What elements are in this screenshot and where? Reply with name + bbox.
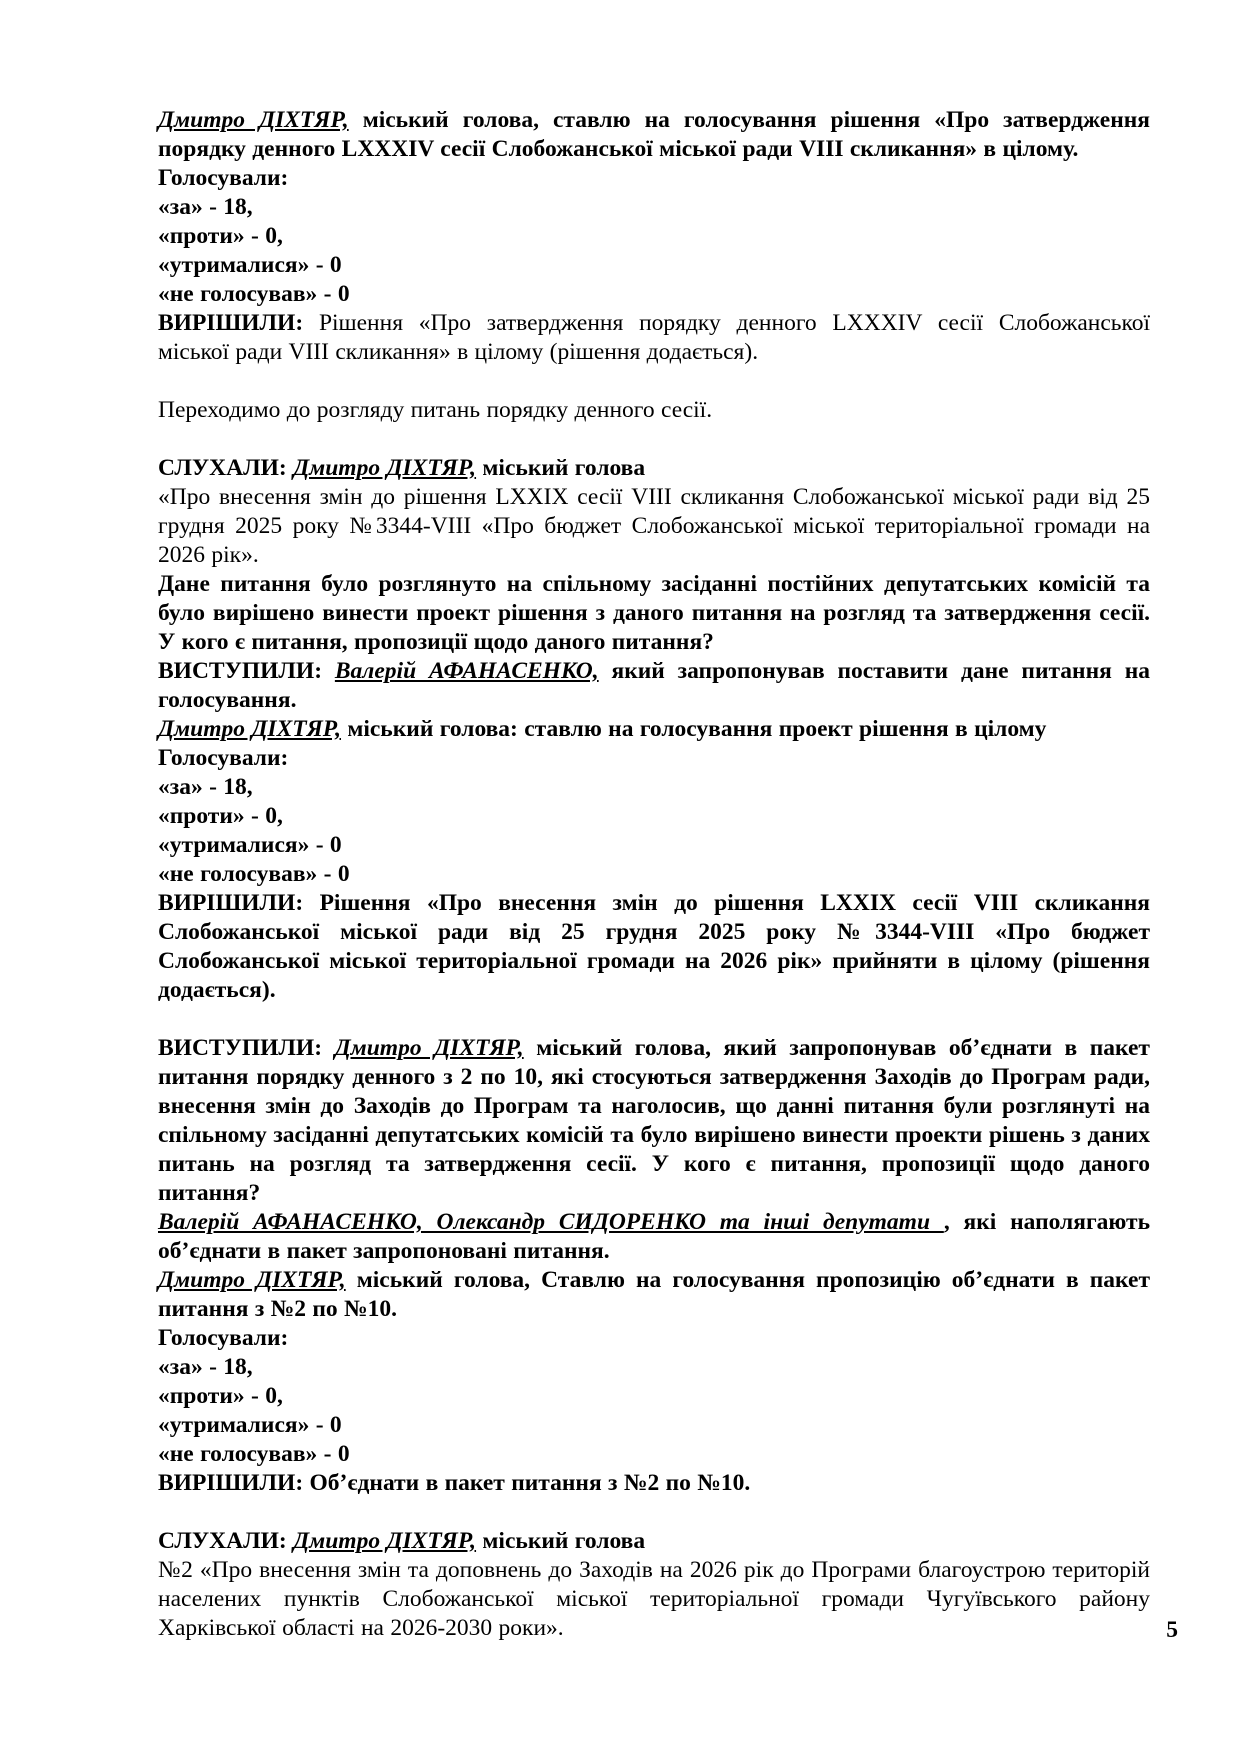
text-run: міський голова, ставлю на голосування рішення «Про затвердження порядку денного LXXXIV сесії Слобожанської міської ради VIII скликання» в цілому. (158, 107, 1150, 162)
paragraph (158, 831, 1150, 860)
paragraph (158, 1556, 1150, 1643)
text-run: Валерій АФАНАСЕНКО, Олександр СИДОРЕНКО та інші депутати (158, 1209, 944, 1235)
text-run: міський голова, який запропонував об’єднати в пакет питання порядку денного з 2 по 10, які стосуються затвердження Заходів до Програм ради, внесення змін до Заходів до Програм та наголосив, що данні питання були розглянуті на спільному засіданні депутатських комісій та було вирішено винести проекти рішень з даних питань на розгляд та затвердження сесії. У кого є питання, пропозиції щодо даного питання? (158, 1035, 1150, 1206)
text-run: Дмитро ДІХТЯР, (158, 716, 341, 742)
text-run: Дмитро ДІХТЯР, (293, 455, 477, 481)
paragraph (158, 1034, 1150, 1208)
paragraph (158, 1266, 1150, 1324)
blank-line (158, 1498, 1150, 1527)
paragraph (158, 106, 1150, 164)
text-run: №2 «Про внесення змін та доповнень до Заходів на 2026 рік до Програми благоустрою територій населених пунктів Слобожанської міської територіальної громади Чугуївського району Харківської області на 2026-2030 роки». (158, 1557, 1150, 1641)
document-body (158, 106, 1150, 1643)
text-run: СЛУХАЛИ: (158, 1528, 294, 1554)
text-run: «не голосував» - 0 (158, 861, 350, 887)
paragraph (158, 1440, 1150, 1469)
text-run: «за» - 18, (158, 774, 253, 800)
text-run: «за» - 18, (158, 1354, 253, 1380)
paragraph (158, 454, 1150, 483)
text-run: ВИРІШИЛИ: (158, 1470, 304, 1496)
text-run: «за» - 18, (158, 194, 253, 220)
text-run: Валерій АФАНАСЕНКО, (334, 658, 599, 684)
paragraph (158, 483, 1150, 570)
text-run: міський голова (476, 1528, 646, 1554)
text-run: ВИСТУПИЛИ: (158, 658, 335, 684)
paragraph (158, 1469, 1150, 1498)
text-run: «утрималися» - 0 (158, 252, 342, 278)
text-run: Голосували: (158, 165, 289, 191)
paragraph (158, 802, 1150, 831)
text-run: СЛУХАЛИ: (158, 455, 294, 481)
text-run: «Про внесення змін до рішення LXXIX сесії VIII скликання Слобожанської міської ради від 25 грудня 2025 року №3344-VIII «Про бюджет Слобожанської міської територіальної громади на 2026 рік». (158, 484, 1150, 568)
text-run: «утрималися» - 0 (158, 832, 342, 858)
text-run: , які наполягають об’єднати в пакет запропоновані питання. (158, 1209, 1150, 1264)
text-run: Рішення «Про затвердження порядку денного LXXXIV сесії Слобожанської міської ради VIII скликання» в цілому (рішення додається). (158, 310, 1150, 365)
paragraph (158, 1382, 1150, 1411)
text-run: «утрималися» - 0 (158, 1412, 342, 1438)
text-run: Голосували: (158, 1325, 289, 1351)
paragraph (158, 309, 1150, 367)
blank-line (158, 1005, 1150, 1034)
text-run: Голосували: (158, 745, 289, 771)
text-run: «не голосував» - 0 (158, 1441, 350, 1467)
text-run: ВИРІШИЛИ: (158, 890, 304, 916)
paragraph (158, 889, 1150, 1005)
paragraph (158, 280, 1150, 309)
page-number: 5 (1166, 1617, 1178, 1643)
text-run: «проти» - 0, (158, 803, 283, 829)
text-run: ВИРІШИЛИ: (158, 310, 304, 336)
paragraph (158, 222, 1150, 251)
blank-line (158, 425, 1150, 454)
paragraph (158, 1208, 1150, 1266)
text-run: Дмитро ДІХТЯР, (158, 107, 349, 133)
text-run: «не голосував» - 0 (158, 281, 350, 307)
paragraph (158, 1411, 1150, 1440)
paragraph (158, 715, 1150, 744)
paragraph (158, 860, 1150, 889)
text-run: Дмитро ДІХТЯР, (158, 1267, 346, 1293)
text-run: Дмитро ДІХТЯР, (293, 1528, 477, 1554)
paragraph (158, 1353, 1150, 1382)
text-run: міський голова, Ставлю на голосування пропозицію об’єднати в пакет питання з №2 по №10. (158, 1267, 1150, 1322)
text-run: Дмитро ДІХТЯР, (334, 1035, 524, 1061)
text-run: міський голова: ставлю на голосування проект рішення в цілому (340, 716, 1047, 742)
text-run: «проти» - 0, (158, 1383, 283, 1409)
paragraph (158, 164, 1150, 193)
blank-line (158, 367, 1150, 396)
paragraph (158, 570, 1150, 657)
text-run: який запропонував поставити дане питання на голосування. (158, 658, 1150, 713)
paragraph (158, 193, 1150, 222)
text-run: ВИСТУПИЛИ: (158, 1035, 335, 1061)
text-run: Переходимо до розгляду питань порядку денного сесії. (158, 397, 713, 423)
text-run: Рішення «Про внесення змін до рішення LXXIX сесії VIII скликання Слобожанської міської ради від 25 грудня 2025 року №3344-VIII «Про бюджет Слобожанської міської територіальної громади на 2026 рік» прийняти в цілому (рішення додається). (158, 890, 1150, 1003)
text-run: «проти» - 0, (158, 223, 283, 249)
paragraph (158, 1527, 1150, 1556)
paragraph (158, 396, 1150, 425)
paragraph (158, 1324, 1150, 1353)
paragraph (158, 744, 1150, 773)
paragraph (158, 773, 1150, 802)
text-run: Об’єднати в пакет питання з №2 по №10. (303, 1470, 751, 1496)
text-run: Дане питання було розглянуто на спільному засіданні постійних депутатських комісій та було вирішено винести проект рішення з даного питання на розгляд та затвердження сесії. У кого є питання, пропозиції щодо даного питання? (158, 571, 1150, 655)
paragraph (158, 251, 1150, 280)
paragraph (158, 657, 1150, 715)
text-run: міський голова (476, 455, 646, 481)
